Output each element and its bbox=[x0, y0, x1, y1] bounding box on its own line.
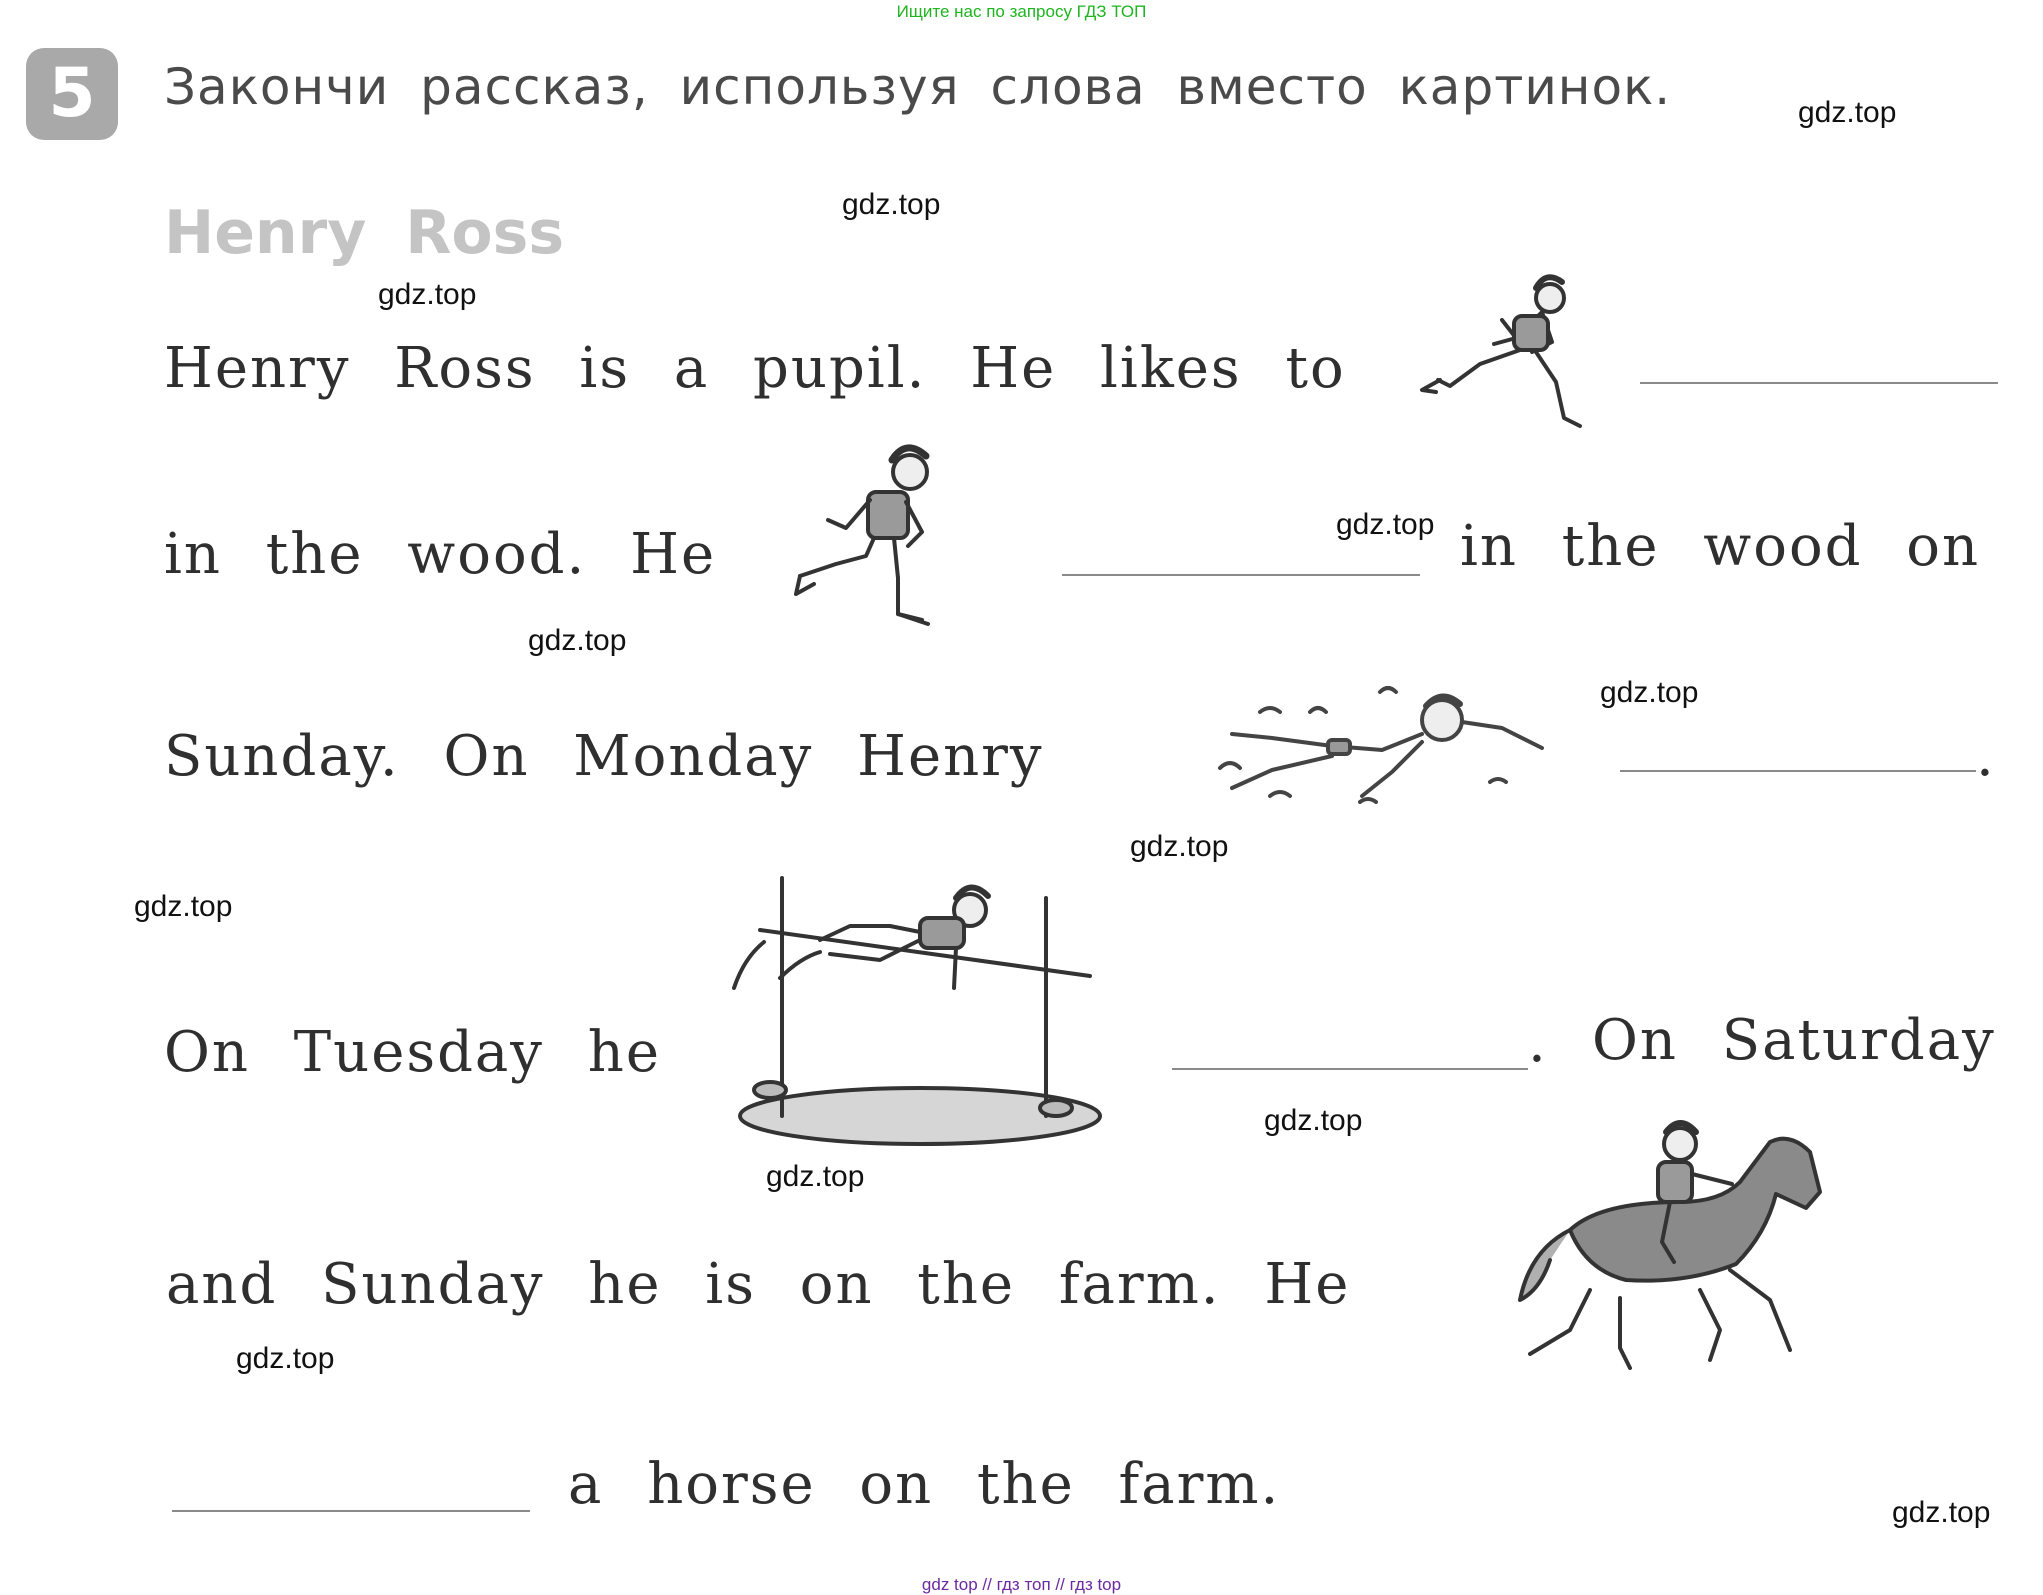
running-boy-icon-2 bbox=[790, 438, 965, 658]
answer-blank-2[interactable] bbox=[1062, 574, 1420, 576]
story-line-4b: On Saturday bbox=[1592, 1008, 1996, 1073]
story-line-3: Sunday. On Monday Henry bbox=[164, 724, 1044, 789]
story-line-5: and Sunday he is on the farm. He bbox=[166, 1252, 1351, 1317]
answer-blank-5[interactable] bbox=[172, 1510, 530, 1512]
watermark: gdz.top bbox=[236, 1342, 335, 1375]
watermark: gdz.top bbox=[1892, 1496, 1991, 1529]
watermark: gdz.top bbox=[1600, 676, 1699, 709]
swimming-boy-icon bbox=[1200, 672, 1550, 822]
story-line-6: a horse on the farm. bbox=[568, 1452, 1281, 1517]
footer-links[interactable]: gdz top // гдз топ // гдз top bbox=[921, 1575, 1122, 1594]
watermark: gdz.top bbox=[1336, 508, 1435, 541]
answer-blank-1[interactable] bbox=[1640, 382, 1998, 384]
answer-blank-3[interactable] bbox=[1620, 770, 1976, 772]
watermark: gdz.top bbox=[1798, 96, 1897, 129]
watermark: gdz.top bbox=[528, 624, 627, 657]
answer-blank-4[interactable] bbox=[1172, 1068, 1528, 1070]
watermark: gdz.top bbox=[1130, 830, 1229, 863]
watermark: gdz.top bbox=[766, 1160, 865, 1193]
line-4-period: . bbox=[1528, 1010, 1546, 1075]
exercise-instruction: Закончи рассказ, используя слова вместо картинок. bbox=[164, 58, 1672, 116]
story-line-1: Henry Ross is a pupil. He likes to bbox=[164, 336, 1346, 401]
story-line-2a: in the wood. He bbox=[164, 522, 717, 587]
watermark: gdz.top bbox=[1264, 1104, 1363, 1137]
line-3-period: . bbox=[1976, 724, 1994, 789]
watermark: gdz.top bbox=[134, 890, 233, 923]
watermark: gdz.top bbox=[378, 278, 477, 311]
story-title: Henry Ross bbox=[164, 198, 565, 268]
story-line-4a: On Tuesday he bbox=[164, 1020, 661, 1085]
high-jump-icon bbox=[720, 868, 1110, 1158]
exercise-number-badge: 5 bbox=[26, 48, 118, 140]
running-boy-icon bbox=[1410, 268, 1610, 443]
watermark: gdz.top bbox=[842, 188, 941, 221]
horse-rider-icon bbox=[1500, 1120, 1830, 1380]
search-banner: Ищите нас по запросу ГДЗ ТОП bbox=[896, 2, 1147, 21]
story-line-2b: in the wood on bbox=[1460, 514, 1981, 579]
